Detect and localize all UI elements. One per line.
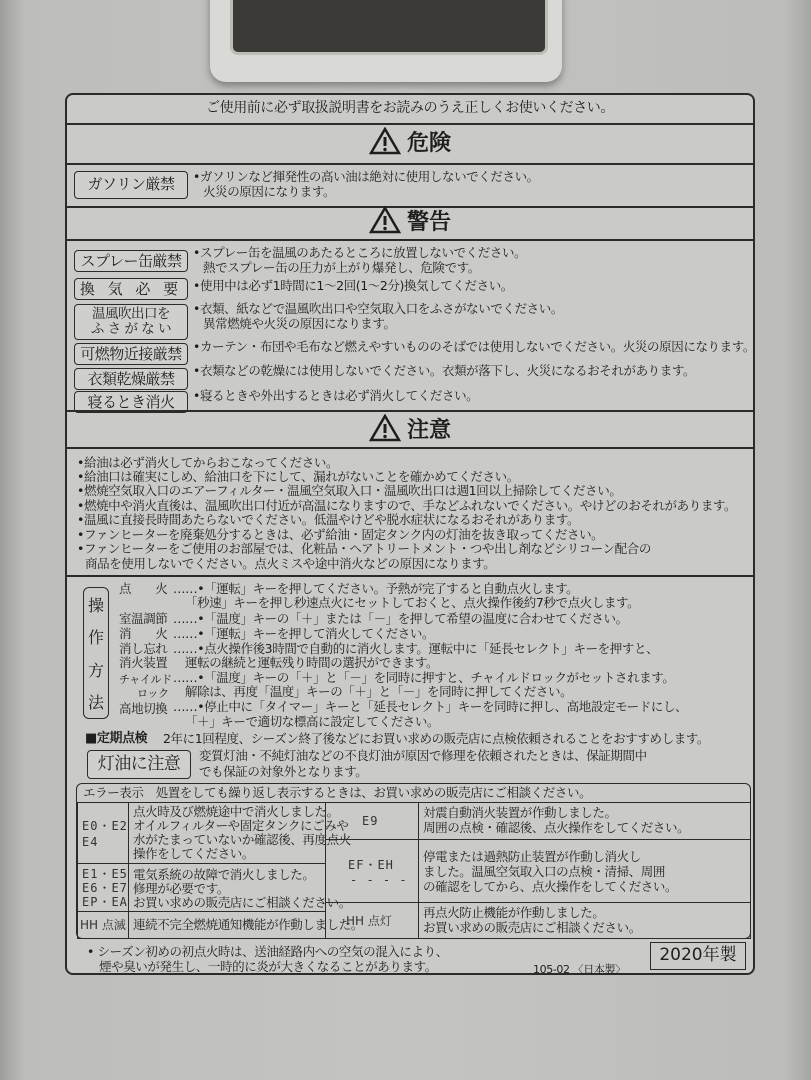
error-code: E1・E5 bbox=[82, 867, 128, 881]
error-desc-cell bbox=[418, 902, 751, 939]
error-desc: 停電または過熱防止装置が作動し消火し bbox=[423, 849, 641, 864]
error-code: E6・E7 bbox=[82, 881, 128, 895]
error-desc-cell bbox=[418, 839, 751, 903]
error-code-cell bbox=[325, 802, 419, 840]
op-text: ……•「温度」キーの「＋」と「－」を同時に押すと、チャイルドロックがセットされます。 bbox=[173, 670, 675, 685]
footer-note: 煙や臭いが発生し、一時的に炎が大きくなることがあります。 bbox=[99, 959, 437, 974]
op-text: ……•「運転」キーを押して消火してください。 bbox=[173, 626, 435, 641]
error-desc-cell bbox=[418, 802, 751, 840]
error-code-cell bbox=[325, 839, 419, 903]
warning-triangle-icon bbox=[369, 206, 401, 234]
label-header: ご使用前に必ず取扱説明書をお読みのうえ正しくお使いください。 bbox=[206, 100, 614, 116]
warning-text: 異常燃焼や火災の原因になります。 bbox=[203, 316, 396, 331]
error-code: E0・E2 bbox=[82, 819, 128, 833]
error-desc: 連続不完全燃焼通知機能が作動しました。 bbox=[133, 917, 363, 932]
op-text: ……•「運転」キーを押してください。予熱が完了すると自動点火します。 bbox=[173, 581, 579, 596]
inspection-label: ■定期点検 bbox=[85, 731, 148, 746]
error-code: HH 点灯 bbox=[346, 914, 392, 928]
caution-item: •ファンヒーターをご使用のお部屋では、化粧品・ヘアトリートメント・つや出し剤などシリコーン配合の bbox=[77, 541, 651, 556]
error-desc: お買い求めの販売店にご相談ください。 bbox=[423, 920, 641, 935]
warning-text: •衣類、紙などで温風吹出口や空気取入口をふさがないでください。 bbox=[193, 301, 563, 316]
error-desc: オイルフィルターや固定タンクにごみや bbox=[133, 818, 349, 833]
error-desc: 周囲の点検・確認後、点火操作をしてください。 bbox=[423, 820, 690, 835]
op-char: 操 bbox=[87, 595, 104, 615]
error-code: E9 bbox=[362, 814, 379, 828]
caution-item: •燃焼空気取入口のエアーフィルター・温風空気取入口・温風吹出口は週1回以上掃除してください。 bbox=[77, 483, 622, 498]
error-code-cell bbox=[77, 802, 129, 864]
caution-item: •燃焼中や消火直後は、温風吹出口付近が高温になりますので、手などふれないでください。やけどのおそれがあります。 bbox=[77, 498, 737, 513]
error-desc: ました。温風空気取入口の点検・清掃、周囲 bbox=[423, 864, 666, 879]
caution-title-text: 注意 bbox=[406, 418, 451, 443]
warning-triangle-icon bbox=[369, 127, 401, 155]
op-label: ロック bbox=[137, 687, 169, 700]
badge-kerosene: 灯油に注意 bbox=[87, 750, 191, 779]
error-desc: 水がたまっていないか確認後、再度点火 bbox=[133, 832, 351, 847]
op-label: 点 火 bbox=[119, 581, 168, 596]
error-code-cell bbox=[77, 911, 129, 939]
appliance-handle bbox=[210, 0, 562, 82]
op-text: 運転の継続と運転残り時間の選択ができます。 bbox=[185, 655, 439, 670]
badge-gasoline: ガソリン厳禁 bbox=[74, 171, 188, 199]
error-code-cell bbox=[325, 902, 419, 939]
warning-triangle-icon bbox=[369, 414, 401, 442]
warning-text: •スプレー缶を温風のあたるところに放置しないでください。 bbox=[193, 245, 527, 260]
op-text: ……•点火操作後3時間で自動的に消火します。運転中に「延長セレクト」キーを押すと、 bbox=[173, 641, 659, 656]
op-label: 室温調節 bbox=[119, 611, 168, 626]
caution-item: 商品を使用しないでください。点火ミスや途中消火などの原因になります。 bbox=[85, 556, 496, 571]
badge-sleep: 寝るとき消火 bbox=[74, 391, 188, 413]
error-code: EP・EA bbox=[82, 895, 128, 909]
caution-item: •給油は必ず消火してからおこなってください。 bbox=[77, 455, 339, 470]
error-desc: 対震自動消火装置が作動しました。 bbox=[423, 805, 617, 820]
inspection-text: 2年に1回程度、シーズン終了後などにお買い求めの販売店に点検依頼されることをおすすめします。 bbox=[163, 731, 710, 746]
model-code: 105-02 〈日本製〉 bbox=[533, 963, 626, 976]
warning-text: •寝るときや外出するときは必ず消火してください。 bbox=[193, 388, 479, 403]
operation-label-box bbox=[83, 587, 109, 719]
op-label: 消し忘れ bbox=[119, 641, 168, 656]
warning-text: •カーテン・布団や毛布など燃えやすいもののそばでは使用しないでください。火災の原因になります。 bbox=[193, 339, 755, 354]
error-code: EF・EH bbox=[348, 858, 394, 872]
op-text: 「秒速」キーを押し秒速点火にセットしておくと、点火操作後約7秒で点火します。 bbox=[185, 595, 640, 610]
warning-text: •衣類などの乾燥には使用しないでください。衣類が落下し、火災になるおそれがあります。 bbox=[193, 363, 696, 378]
error-desc: の確認をしてから、点火操作をしてください。 bbox=[423, 879, 678, 894]
op-text: 解除は、再度「温度」キーの「＋」と「－」を同時に押してください。 bbox=[185, 684, 573, 699]
badge-flammables: 可燃物近接厳禁 bbox=[74, 343, 188, 365]
badge-line: 温風吹出口を bbox=[92, 306, 170, 322]
danger-title bbox=[67, 127, 753, 159]
error-desc: 修理が必要です。 bbox=[133, 881, 229, 896]
op-text: 「＋」キーで適切な標高に設定してください。 bbox=[185, 714, 440, 729]
error-code: E4 bbox=[82, 835, 99, 849]
error-desc: 再点火防止機能が作動しました。 bbox=[423, 905, 605, 920]
error-code: HH 点滅 bbox=[80, 918, 126, 932]
danger-text: 火災の原因になります。 bbox=[203, 184, 336, 199]
op-label: 消火装置 bbox=[119, 655, 168, 670]
badge-drying: 衣類乾燥厳禁 bbox=[74, 368, 188, 390]
error-code-cell bbox=[77, 863, 129, 912]
kerosene-text: 変質灯油・不純灯油などの不良灯油が原因で修理を依頼されたときは、保証期間中 bbox=[199, 748, 647, 763]
caution-item: •ファンヒーターを廃棄処分するときは、必ず給油・固定タンク内の灯油を抜き取ってください。 bbox=[77, 527, 604, 542]
error-desc: 操作をしてください。 bbox=[133, 846, 255, 861]
op-text: ……•停止中に「タイマー」キーと「延長セレクト」キーを同時に押し、高地設定モードにし、 bbox=[173, 699, 688, 714]
danger-text: •ガソリンなど揮発性の高い油は絶対に使用しないでください。 bbox=[193, 169, 539, 184]
caution-item: •給油口は確実にしめ、給油口を下にして、漏れがないことを確かめてください。 bbox=[77, 469, 519, 484]
error-desc-cell bbox=[128, 863, 351, 912]
error-desc: お買い求めの販売店にご相談ください。 bbox=[133, 895, 351, 910]
caution-item: •温風に直接長時間あたらないでください。低温やけどや脱水症状になるおそれがあります。 bbox=[77, 512, 580, 527]
warning-text: •使用中は必ず1時間に1～2回(1～2分)換気してください。 bbox=[193, 278, 513, 293]
error-code: - - - - bbox=[350, 873, 408, 887]
op-label: チャイルド bbox=[119, 673, 172, 686]
error-desc: 点火時及び燃焼途中で消火しました。 bbox=[133, 804, 339, 819]
badge-vent-block bbox=[74, 304, 188, 340]
op-label: 高地切換 bbox=[119, 701, 168, 716]
warning-text: 熱でスプレー缶の圧力が上がり爆発し、危険です。 bbox=[203, 260, 480, 275]
warning-label bbox=[65, 93, 755, 975]
kerosene-text: でも保証の対象外となります。 bbox=[199, 764, 368, 779]
op-label: 消 火 bbox=[119, 626, 168, 641]
op-text: ……•「温度」キーの「＋」または「－」を押して希望の温度に合わせてください。 bbox=[173, 611, 628, 626]
error-table bbox=[76, 783, 751, 939]
badge-line: ふ さ が な い bbox=[90, 321, 172, 337]
danger-title-text: 危険 bbox=[406, 131, 451, 156]
error-desc-cell bbox=[128, 802, 351, 864]
handle-opening bbox=[230, 0, 548, 55]
warning-title-text: 警告 bbox=[406, 210, 451, 235]
op-char: 方 bbox=[87, 660, 104, 680]
manufacture-year: 2020年製 bbox=[650, 942, 746, 970]
warning-title bbox=[67, 206, 753, 238]
footer-note: • シーズン初めの初点火時は、送油経路内への空気の混入により、 bbox=[87, 944, 448, 959]
error-desc: 電気系統の故障で消火しました。 bbox=[133, 867, 315, 882]
caution-title bbox=[67, 414, 753, 446]
badge-ventilation: 換 気 必 要 bbox=[74, 278, 188, 300]
error-desc-cell bbox=[128, 911, 363, 939]
op-char: 法 bbox=[87, 693, 104, 713]
badge-spray: スプレー缶厳禁 bbox=[74, 250, 188, 272]
op-char: 作 bbox=[87, 628, 104, 648]
error-header: エラー表示 処置をしても繰り返し表示するときは、お買い求めの販売店にご相談ください。 bbox=[83, 785, 592, 800]
